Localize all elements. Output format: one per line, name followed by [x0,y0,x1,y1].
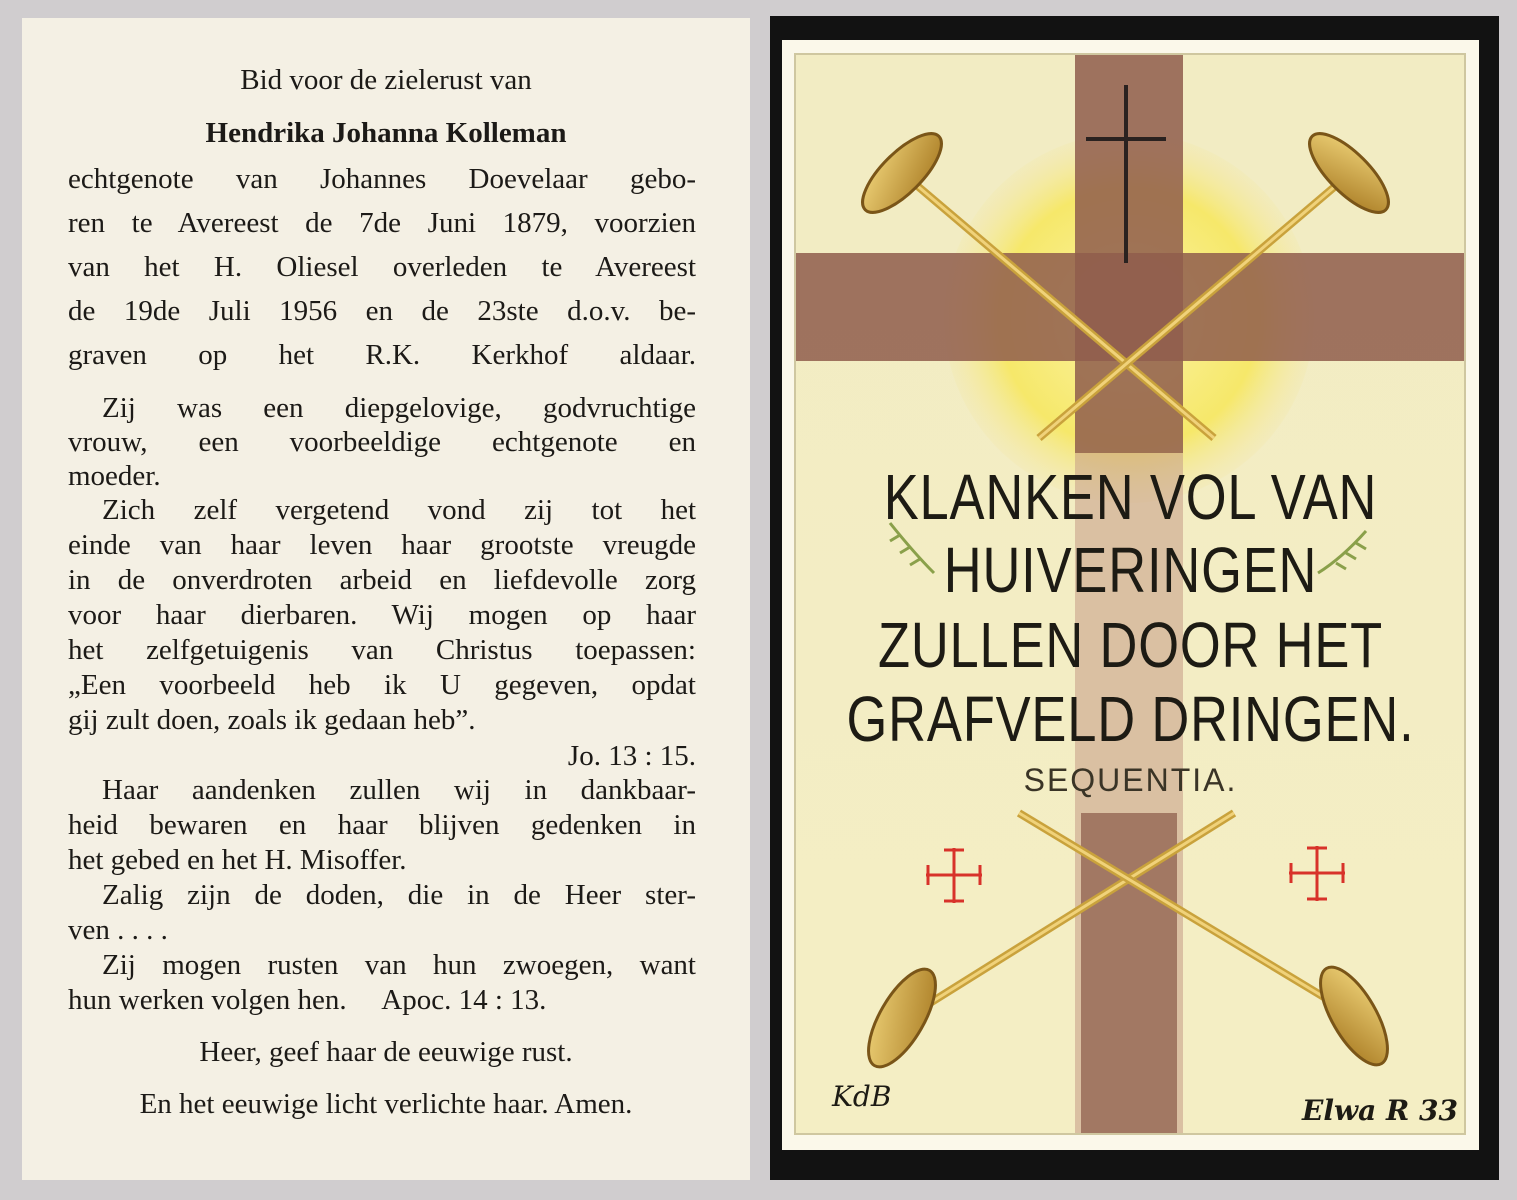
text-line: Zij mogen rusten van hun zwoegen, want [102,949,696,981]
poem-source: SEQUENTIA. [1023,762,1238,798]
deceased-name: Hendrika Johanna Kolleman [205,117,567,149]
text-line: het zelfgetuigenis van Christus toepassen: [68,634,696,666]
text-line: gij zult doen, zoals ik gedaan heb”. [68,704,476,736]
text-line: Zich zelf vergetend vond zij tot het [102,494,696,526]
illustration-frame [770,16,1499,1180]
memorial-text-card [22,18,750,1180]
intro-line: Bid voor de zielerust van [240,64,532,96]
text-line: moeder. [68,460,161,492]
poem-line: KLANKEN VOL VAN [883,461,1378,533]
bio-line: graven op het R.K. Kerkhof aldaar. [68,339,696,371]
bio-line: de 19de Juli 1956 en de 23ste d.o.v. be- [68,295,696,327]
text-line: Haar aandenken zullen wij in dankbaar- [102,774,696,806]
artist-signature: KdB [832,1080,892,1113]
bio-line: van het H. Oliesel overleden te Avereest [68,251,696,283]
prayer-line: En het eeuwige licht verlichte haar. Amen. [139,1088,633,1120]
text-line: het gebed en het H. Misoffer. [68,844,407,876]
prayer-line: Heer, geef haar de eeuwige rust. [199,1036,573,1068]
cross-horizontal [794,253,1466,361]
text-line: Zij was een diepgelovige, godvruchtige [102,392,696,424]
bio-line: ren te Avereest de 7de Juni 1879, voorzien [68,207,696,239]
publisher-mark: Elwa R 33 [1302,1094,1458,1127]
text-line: ven . . . . [68,914,168,946]
text-line: heid bewaren en haar blijven gedenken in [68,809,696,841]
text-line: „Een voorbeeld heb ik U gegeven, opdat [68,669,696,701]
bio-line: echtgenote van Johannes Doevelaar gebo- [68,163,696,195]
scripture-reference: Jo. 13 : 15. [567,740,696,772]
text-line: vrouw, een voorbeeldige echtgenote en [68,426,696,458]
illustration-card [782,40,1479,1150]
text-line: einde van haar leven haar grootste vreugde [68,529,696,561]
text-line: hun werken volgen hen. Apoc. 14 : 13. [68,984,547,1016]
poem-line: HUIVERINGEN [943,534,1318,606]
text-line: in de onverdroten arbeid en liefdevolle zorg [68,564,696,596]
poem-line: ZULLEN DOOR HET [877,609,1384,681]
text-line: voor haar dierbaren. Wij mogen op haar [68,599,696,631]
poem-line: GRAFVELD DRINGEN. [846,683,1415,755]
text-line: Zalig zijn de doden, die in de Heer ster- [102,879,696,911]
